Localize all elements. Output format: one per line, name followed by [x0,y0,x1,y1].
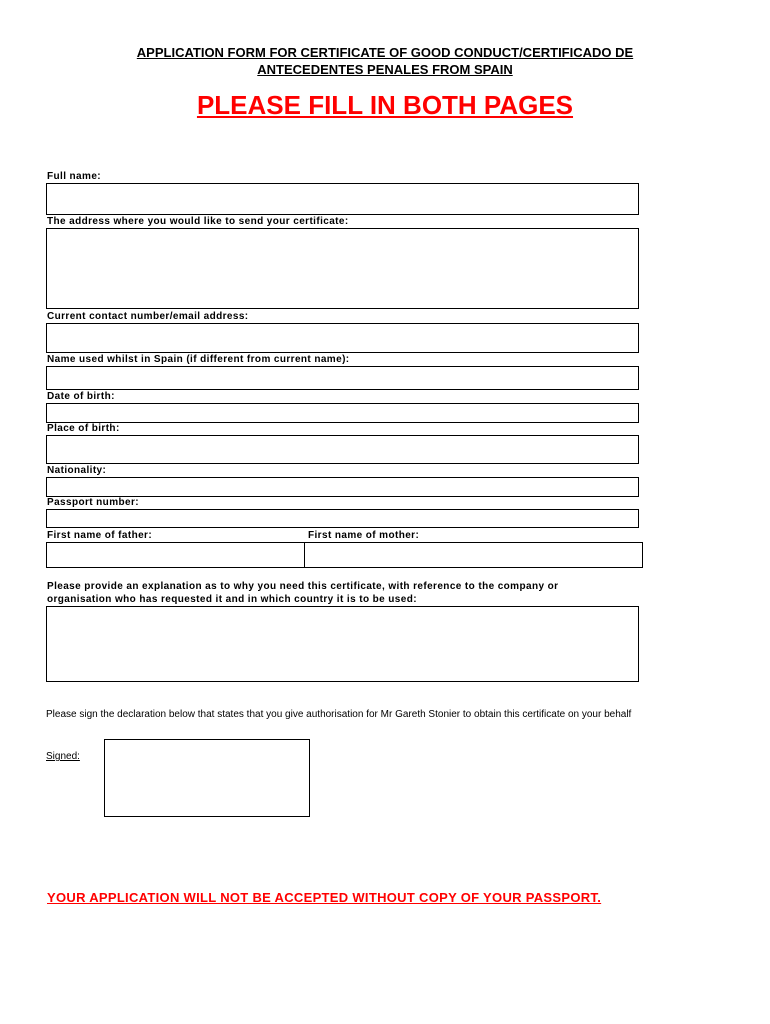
pob-label: Place of birth: [47,423,120,434]
nationality-field[interactable] [46,477,639,497]
spain-name-label: Name used whilst in Spain (if different from current name): [47,354,350,365]
dob-field[interactable] [46,403,639,423]
full-name-field[interactable] [46,183,639,215]
address-label: The address where you would like to send your certificate: [47,216,349,227]
signature-box[interactable] [104,739,310,817]
form-title-line-1: APPLICATION FORM FOR CERTIFICATE OF GOOD CONDUCT/CERTIFICADO DE [136,45,634,60]
passport-label: Passport number: [47,497,139,508]
father-name-field[interactable] [46,542,305,568]
form-title-line-2: ANTECEDENTES PENALES FROM SPAIN [257,62,513,77]
spain-name-field[interactable] [46,366,639,390]
nationality-label: Nationality: [47,465,107,476]
passport-copy-warning: YOUR APPLICATION WILL NOT BE ACCEPTED WITHOUT COPY OF YOUR PASSPORT. [47,890,602,905]
mother-name-label: First name of mother: [308,530,420,541]
address-field[interactable] [46,228,639,309]
fill-both-pages-headline: PLEASE FILL IN BOTH PAGES [196,90,574,120]
explanation-label-line-2: organisation who has requested it and in which country it is to be used: [47,594,417,605]
contact-field[interactable] [46,323,639,353]
full-name-label: Full name: [47,171,102,182]
explanation-label-line-1: Please provide an explanation as to why you need this certificate, with reference to the company or [47,581,559,592]
explanation-field[interactable] [46,606,639,682]
declaration-text: Please sign the declaration below that states that you give authorisation for Mr Gareth Stonier to obtain this certificate on your behalf [46,709,632,720]
pob-field[interactable] [46,435,639,464]
contact-label: Current contact number/email address: [47,311,249,322]
father-name-label: First name of father: [47,530,153,541]
passport-field[interactable] [46,509,639,528]
mother-name-field[interactable] [304,542,643,568]
dob-label: Date of birth: [47,391,115,402]
signed-label: Signed: [46,751,80,762]
